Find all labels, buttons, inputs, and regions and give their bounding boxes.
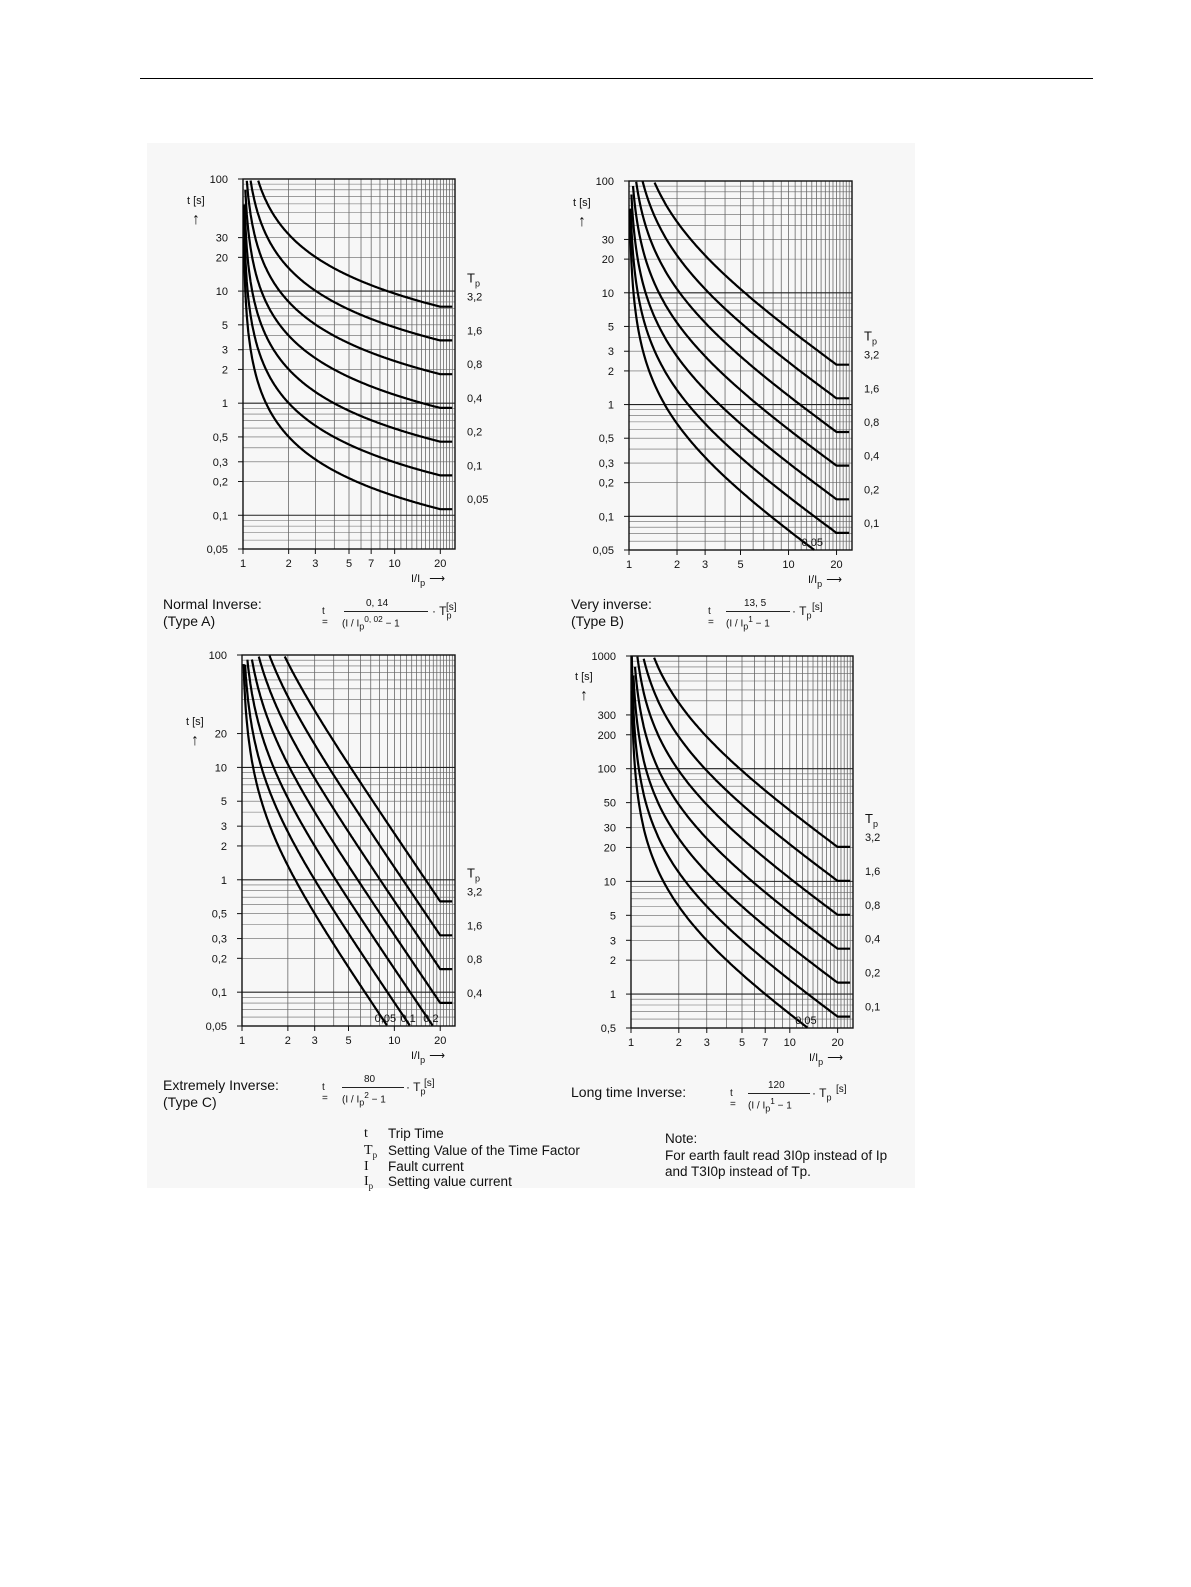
formula-den-tail: − 1 <box>777 1100 792 1112</box>
y-tick-label: 10 <box>215 286 228 299</box>
y-tick-label: 0,3 <box>211 933 227 946</box>
y-tick-label: 1 <box>607 399 614 412</box>
y-tick-label: 5 <box>607 321 614 334</box>
series-line-tp-0-8 <box>637 657 850 915</box>
y-tick-label: 3 <box>607 346 614 359</box>
y-tick-label: 100 <box>209 174 228 186</box>
y-tick-label: 300 <box>597 709 616 722</box>
chart-a-subtitle: (Type A) <box>163 613 216 629</box>
y-tick-label: 20 <box>601 254 614 267</box>
formula-mult-sub: p <box>446 610 452 621</box>
series-line-tp-1-6 <box>251 181 453 341</box>
formula-den-sub: p <box>359 621 365 632</box>
formula-den-sup: 0, 02 <box>364 614 383 624</box>
series-line-tp-1-6 <box>643 181 850 398</box>
formula-unit: [s] <box>836 1084 847 1095</box>
formula-mult: · T <box>432 604 447 618</box>
legend-title-tp: $T_p$ <box>864 328 877 347</box>
y-tick-label: 20 <box>214 728 227 741</box>
y-tick-label: 200 <box>597 729 616 742</box>
formula-den-sup: 1 <box>748 614 753 624</box>
series-label: 0,1 <box>865 1001 881 1014</box>
y-tick-label: 0,2 <box>598 477 614 490</box>
formula-mult: · T <box>812 1086 827 1100</box>
y-tick-label: 5 <box>221 319 228 332</box>
y-axis-arrow: ↑ <box>191 732 199 749</box>
x-tick-label: 5 <box>737 559 744 571</box>
y-axis-label: t [s] <box>187 195 205 207</box>
y-tick-label: 1 <box>609 989 616 1002</box>
y-tick-label: 20 <box>215 252 228 265</box>
y-tick-label: 5 <box>220 796 227 809</box>
series-label: 0,05 <box>374 1013 397 1025</box>
formula-den-sub: p <box>359 1097 365 1108</box>
formula-unit: [s] <box>446 602 457 613</box>
series-label: 0,8 <box>865 899 881 912</box>
chart-b-title: Very inverse: <box>571 596 652 612</box>
legend-symbol: $T_p$ <box>364 1143 378 1160</box>
formula-mult-sub: p <box>806 610 812 621</box>
x-axis-label: $I/I_p$ ⟶ <box>808 574 842 589</box>
formula-denominator: (I / I <box>726 618 744 630</box>
series-label: 0,2 <box>467 426 483 439</box>
series-label: 0,1 <box>467 460 483 473</box>
series-line-tp-0-8 <box>636 182 849 432</box>
y-tick-label: 1000 <box>591 651 616 663</box>
note-title: Note: <box>665 1131 698 1146</box>
y-tick-label: 100 <box>208 650 227 662</box>
series-label: 0,8 <box>467 359 483 372</box>
x-tick-label: 5 <box>345 558 353 570</box>
legend-text: Setting Value of the Time Factor <box>388 1143 580 1158</box>
y-tick-label: 0,3 <box>212 456 228 469</box>
y-tick-label: 2 <box>220 840 227 853</box>
series-label: 0,8 <box>864 416 880 429</box>
x-axis-label: $I/I_p$ ⟶ <box>411 573 445 588</box>
series-label: 3,2 <box>467 886 483 899</box>
series-label: 0,05 <box>467 494 489 507</box>
series-label: 0,1 <box>864 517 880 530</box>
legend-text: Fault current <box>388 1159 464 1174</box>
formula-den-sup: 1 <box>770 1096 775 1106</box>
y-tick-label: 0,1 <box>211 987 227 1000</box>
formula-den-tail: − 1 <box>755 618 770 630</box>
x-tick-label: 2 <box>673 559 681 571</box>
formula-fraction-bar <box>726 611 790 612</box>
chart-c-subtitle: (Type C) <box>163 1094 217 1110</box>
x-tick-label: 3 <box>312 558 319 570</box>
y-tick-label: 5 <box>609 910 616 923</box>
x-tick-label: 7 <box>368 558 375 570</box>
y-tick-label: 0,5 <box>211 908 227 921</box>
x-tick-label: 10 <box>388 558 401 570</box>
x-tick-label: 7 <box>762 1037 769 1049</box>
legend-title-tp: $T_p$ <box>467 270 480 289</box>
series-label: 1,6 <box>865 865 881 878</box>
formula-numerator: 13, 5 <box>744 598 767 609</box>
y-tick-label: 0,05 <box>206 544 228 556</box>
y-axis-arrow: ↑ <box>578 213 586 230</box>
y-tick-label: 1 <box>220 874 227 887</box>
x-tick-label: 1 <box>627 1037 635 1049</box>
series-line-tp-3-2 <box>285 657 453 902</box>
x-tick-label: 2 <box>285 558 292 570</box>
chart-a-caption <box>163 596 262 630</box>
x-axis-label: $I/I_p$ ⟶ <box>809 1052 843 1067</box>
x-tick-label: 3 <box>311 1035 318 1047</box>
legend-symbol: $I_p$ <box>364 1174 374 1191</box>
legend-symbol: t <box>364 1126 368 1141</box>
series-label: 1,6 <box>467 920 483 933</box>
y-tick-label: 30 <box>603 822 616 835</box>
formula-denominator: (I / I <box>342 618 360 630</box>
formula-denominator: (I / I <box>342 1094 360 1106</box>
chart-c-title: Extremely Inverse: <box>163 1077 279 1093</box>
note-line-1: For earth fault read 3I0p instead of Ip <box>665 1147 888 1163</box>
chart-b-subtitle: (Type B) <box>571 613 624 629</box>
formula-fraction-bar <box>344 611 428 612</box>
y-tick-label: 10 <box>601 287 614 300</box>
x-tick-label: 2 <box>675 1037 682 1049</box>
series-line-tp-3-2 <box>654 658 850 847</box>
formula-numerator: 120 <box>768 1080 785 1091</box>
x-axis-label: $I/I_p$ ⟶ <box>411 1050 445 1065</box>
formula-mult-sub: p <box>420 1086 426 1097</box>
series-label: 1,6 <box>467 325 483 338</box>
x-tick-label: 1 <box>239 558 247 570</box>
y-tick-label: 1 <box>221 398 228 411</box>
formula-den-tail: − 1 <box>385 618 400 630</box>
y-tick-label: 2 <box>221 364 228 377</box>
x-tick-label: 5 <box>345 1035 352 1047</box>
x-tick-label: 20 <box>434 1035 447 1047</box>
y-tick-label: 30 <box>215 232 228 245</box>
y-axis-arrow: ↑ <box>580 687 588 704</box>
y-tick-label: 3 <box>220 821 227 834</box>
y-axis-label: t [s] <box>186 716 204 728</box>
x-tick-label: 3 <box>703 1037 710 1049</box>
formula-t: t = <box>322 606 328 628</box>
formula-den-sub: p <box>765 1103 771 1114</box>
chart-b <box>573 176 879 589</box>
y-tick-label: 30 <box>601 234 614 247</box>
y-axis-label: t [s] <box>575 671 593 683</box>
series-label: 0,05 <box>801 537 823 549</box>
legend-text: Trip Time <box>388 1126 444 1141</box>
y-tick-label: 0,05 <box>205 1021 227 1033</box>
chart-c <box>186 650 482 1065</box>
formula-t: t = <box>708 606 714 628</box>
note-line-2: and T3I0p instead of Tp. <box>665 1164 811 1179</box>
x-tick-label: 10 <box>783 1037 796 1049</box>
y-tick-label: 0,5 <box>600 1023 616 1035</box>
series-label: 0,2 <box>423 1013 439 1025</box>
formula-t: t = <box>730 1088 736 1110</box>
y-tick-label: 2 <box>609 955 616 968</box>
y-tick-label: 0,3 <box>598 458 614 471</box>
series-label: 3,2 <box>864 349 880 362</box>
x-tick-label: 10 <box>782 559 795 571</box>
series-label: 0,8 <box>467 954 483 967</box>
earth-fault-note <box>665 1131 887 1181</box>
formula-unit: [s] <box>424 1078 435 1089</box>
series-label: 0,1 <box>400 1013 416 1025</box>
formula-t: t = <box>322 1082 328 1104</box>
x-tick-label: 20 <box>434 558 447 570</box>
y-tick-label: 10 <box>603 876 616 889</box>
series-label: 3,2 <box>865 831 881 844</box>
y-axis-arrow: ↑ <box>192 211 200 228</box>
chart-a <box>187 174 488 588</box>
formula-den-sub: p <box>743 621 749 632</box>
series-line-tp-0-05 <box>630 209 814 550</box>
y-tick-label: 0,1 <box>212 510 228 523</box>
x-tick-label: 10 <box>388 1035 401 1047</box>
y-tick-label: 10 <box>214 762 227 775</box>
y-tick-label: 100 <box>597 763 616 776</box>
y-tick-label: 0,2 <box>212 476 228 489</box>
formula-fraction-bar <box>748 1093 810 1094</box>
y-tick-label: 0,2 <box>211 953 227 966</box>
formula-fraction-bar <box>342 1087 404 1088</box>
formula-numerator: 80 <box>364 1074 376 1085</box>
series-label: 0,4 <box>467 987 483 1000</box>
formula-den-sup: 2 <box>364 1090 369 1100</box>
y-tick-label: 3 <box>221 344 228 357</box>
y-tick-label: 100 <box>595 176 614 188</box>
series-line-tp-0-2 <box>247 660 432 1026</box>
chart-d-caption <box>571 1084 686 1101</box>
x-tick-label: 3 <box>702 559 709 571</box>
legend-title-tp: $T_p$ <box>467 865 480 884</box>
y-tick-label: 3 <box>609 935 616 948</box>
chart-c-caption <box>163 1077 279 1111</box>
series-label: 1,6 <box>864 383 880 396</box>
y-tick-label: 0,5 <box>598 433 614 446</box>
x-tick-label: 20 <box>830 559 843 571</box>
series-label: 0,2 <box>864 484 880 497</box>
series-label: 0,4 <box>467 392 483 405</box>
series-line-tp-0-1 <box>245 665 410 1026</box>
y-axis-label: t [s] <box>573 197 591 209</box>
series-label: 0,4 <box>864 450 880 463</box>
chart-a-title: Normal Inverse: <box>163 596 262 612</box>
x-tick-label: 1 <box>238 1035 246 1047</box>
formula-mult-sub: p <box>826 1092 832 1103</box>
x-tick-label: 5 <box>738 1037 746 1049</box>
y-tick-label: 50 <box>603 797 616 810</box>
x-tick-label: 20 <box>831 1037 844 1049</box>
legend-title-tp: $T_p$ <box>865 810 878 829</box>
y-tick-label: 0,1 <box>598 511 614 524</box>
series-label: 0,4 <box>865 933 881 946</box>
series-line-tp-0-05 <box>632 690 808 1027</box>
legend-symbol: I <box>364 1159 369 1174</box>
y-tick-label: 0,5 <box>212 431 228 444</box>
legend-text: Setting value current <box>388 1174 512 1189</box>
chart-b-caption <box>571 596 652 630</box>
x-tick-label: 1 <box>625 559 633 571</box>
y-tick-label: 20 <box>603 842 616 855</box>
series-label: 3,2 <box>467 291 483 304</box>
formula-mult: · T <box>406 1080 421 1094</box>
series-line-tp-3-2 <box>258 181 452 307</box>
y-tick-label: 0,05 <box>592 545 614 557</box>
series-line-tp-0-4 <box>252 660 452 1003</box>
y-tick-label: 2 <box>607 365 614 378</box>
chart-d <box>575 651 880 1067</box>
formula-numerator: 0, 14 <box>366 598 389 609</box>
series-label: 0,05 <box>795 1015 817 1027</box>
formula-denominator: (I / I <box>748 1100 766 1112</box>
chart-d-title: Long time Inverse: <box>571 1084 687 1100</box>
x-tick-label: 2 <box>284 1035 291 1047</box>
series-label: 0,2 <box>865 967 881 980</box>
formula-den-tail: − 1 <box>371 1094 386 1106</box>
formula-unit: [s] <box>812 602 823 613</box>
formula-mult: · T <box>792 604 807 618</box>
